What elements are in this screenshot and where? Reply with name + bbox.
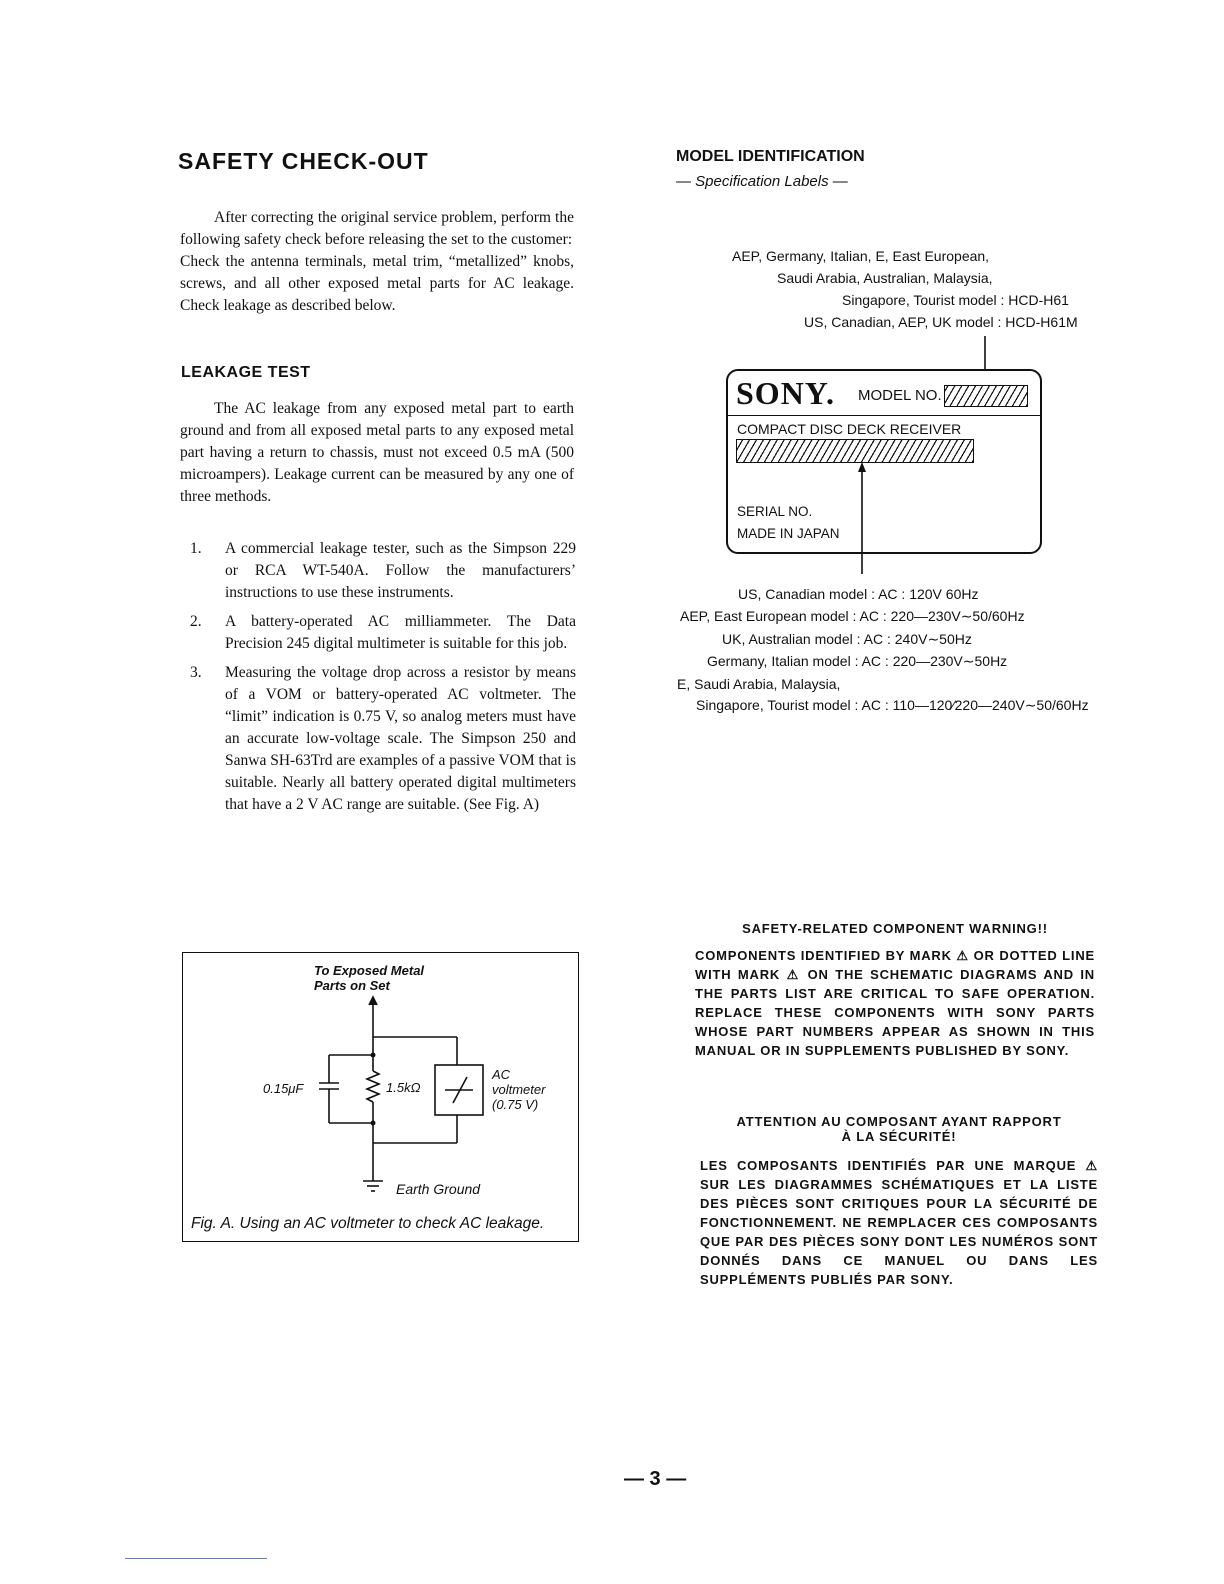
figure-top-label-line-1: To Exposed Metal bbox=[314, 963, 425, 978]
meter-label-line-3: (0.75 V) bbox=[492, 1097, 539, 1112]
ground-label: Earth Ground bbox=[396, 1181, 481, 1197]
label-serial: SERIAL NO. bbox=[737, 504, 813, 519]
warning-en-body: COMPONENTS IDENTIFIED BY MARK ⚠ OR DOTTED LINE WITH MARK ⚠ ON THE SCHEMATIC DIAGRAMS AND IN THE PARTS LIST ARE CRITICAL TO SAFE OPERATION. REPLACE THESE COMPONENTS WITH SONY PARTS WHOSE PART NUMBERS APPEAR AS SHOWN IN THIS MANUAL OR IN SUPPLEMENTS PUBLISHED BY SONY. bbox=[695, 948, 1095, 1058]
intro-paragraph-2: Check the antenna terminals, metal trim, “metallized” knobs, screws, and all other exposed metal parts for AC leakage. Check leakage as described below. bbox=[180, 253, 574, 314]
intro-text bbox=[180, 207, 574, 317]
warning-fr-body: LES COMPOSANTS IDENTIFIÉS PAR UNE MARQUE ⚠ SUR LES DIAGRAMMES SCHÉMATIQUES ET LA LISTE DES PIÈCES SONT CRITIQUES POUR LA SÉCURITÉ DE FONCTIONNEMENT. NE REMPLACER CES COMPOSANTS QUE PAR DES PIÈCES SONY DONT LES NUMÉROS SONT DONNÉS DANS CE MANUEL OU DANS LES SUPPLÉMENTS PUBLIÉS PAR SONY. bbox=[700, 1158, 1098, 1287]
model-line-1: AEP, Germany, Italian, E, East European, bbox=[732, 248, 990, 264]
power-line-6: Singapore, Tourist model : AC : 110—120⁄220—240V∼50/60Hz bbox=[696, 697, 1089, 713]
leakage-heading: LEAKAGE TEST bbox=[181, 364, 311, 381]
label-model-no: MODEL NO. bbox=[858, 387, 942, 404]
list-item bbox=[180, 611, 576, 655]
list-item-number: 3. bbox=[190, 664, 202, 681]
model-line-3: Singapore, Tourist model : HCD-H61 bbox=[842, 292, 1069, 308]
model-id-subheading: — Specification Labels — bbox=[676, 173, 848, 190]
model-id-heading: MODEL IDENTIFICATION bbox=[676, 148, 865, 165]
page-title: SAFETY CHECK-OUT bbox=[178, 148, 429, 174]
page-number: — 3 — bbox=[624, 1468, 687, 1490]
power-line-1: US, Canadian model : AC : 120V 60Hz bbox=[738, 586, 979, 602]
list-item-number: 2. bbox=[190, 613, 202, 630]
intro-paragraph-1: After correcting the original service problem, perform the following safety check before releasing the set to the customer: bbox=[180, 209, 574, 248]
power-line-3: UK, Australian model : AC : 240V∼50Hz bbox=[722, 631, 972, 647]
model-line-4: US, Canadian, AEP, UK model : HCD-H61M bbox=[804, 314, 1078, 330]
sony-logo: SONY. bbox=[736, 375, 835, 411]
list-item-text: Measuring the voltage drop across a resistor by means of a VOM or battery-operated AC voltmeter. The “limit” indication is 0.75 V, so analog meters must have an accurate low-voltage scale. The Simpson 250 and Sanwa SH-63Trd are examples of a passive VOM that is suitable. Nearly all battery operated digital multimeters that have a 2 V AC range are suitable. (See Fig. A) bbox=[225, 664, 576, 813]
model-line-2: Saudi Arabia, Australian, Malaysia, bbox=[777, 270, 993, 286]
bottom-rule bbox=[125, 1558, 267, 1559]
spec-label bbox=[726, 369, 1042, 554]
label-made-in: MADE IN JAPAN bbox=[737, 526, 840, 541]
label-product: COMPACT DISC DECK RECEIVER bbox=[737, 421, 962, 437]
warning-fr-title bbox=[700, 1114, 1098, 1144]
power-line-5: E, Saudi Arabia, Malaysia, bbox=[677, 676, 841, 692]
capacitor-label: 0.15μF bbox=[263, 1081, 304, 1096]
figure-caption: Fig. A. Using an AC voltmeter to check AC leakage. bbox=[191, 1215, 545, 1232]
list-item-number: 1. bbox=[190, 540, 202, 557]
leakage-paragraph: The AC leakage from any exposed metal part to earth ground and from all exposed metal parts to any exposed metal part having a return to chassis, must not exceed 0.5 mA (500 microampers). Leakage current can be measured by any one of three methods. bbox=[180, 400, 574, 505]
resistor-label: 1.5kΩ bbox=[386, 1080, 421, 1095]
power-line-2: AEP, East European model : AC : 220—230V∼50/60Hz bbox=[680, 608, 1025, 624]
power-line-4: Germany, Italian model : AC : 220—230V∼50Hz bbox=[707, 653, 1008, 669]
meter-label bbox=[492, 1067, 545, 1112]
warning-en-title: SAFETY-RELATED COMPONENT WARNING!! bbox=[742, 921, 1048, 936]
list-item bbox=[180, 538, 576, 604]
figure-top-label-line-2: Parts on Set bbox=[314, 978, 390, 993]
figure-a bbox=[182, 952, 579, 1242]
list-item bbox=[180, 662, 576, 816]
list-item-text: A commercial leakage tester, such as the Simpson 229 or RCA WT-540A. Follow the manufacturers’ instructions to use these instruments. bbox=[225, 540, 576, 601]
power-pointer-arrow bbox=[852, 458, 872, 578]
meter-label-line-2: voltmeter bbox=[492, 1082, 546, 1097]
warning-fr-title-line-2: À LA SÉCURITÉ! bbox=[841, 1129, 957, 1144]
warning-fr-title-line-1: ATTENTION AU COMPOSANT AYANT RAPPORT bbox=[736, 1114, 1062, 1129]
list-item-text: A battery-operated AC milliammeter. The Data Precision 245 digital multimeter is suitable for this job. bbox=[225, 613, 576, 652]
label-divider bbox=[728, 415, 1040, 416]
figure-top-label bbox=[314, 963, 424, 993]
leakage-text bbox=[180, 398, 574, 508]
methods-list bbox=[180, 538, 576, 823]
meter-label-line-1: AC bbox=[492, 1067, 511, 1082]
model-no-field bbox=[944, 385, 1028, 407]
